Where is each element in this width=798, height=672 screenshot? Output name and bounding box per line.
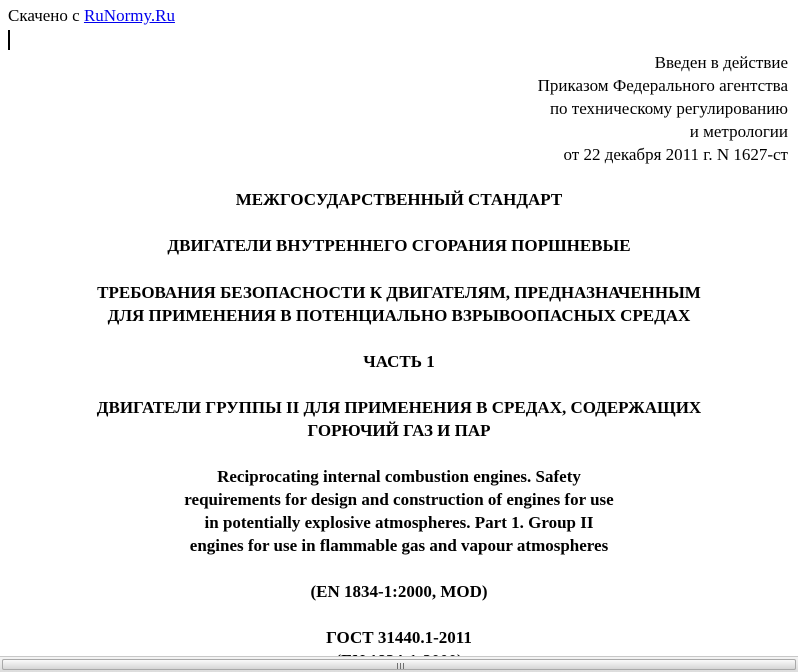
enactment-line: Приказом Федерального агентства — [537, 76, 788, 95]
subtitle-line: ТРЕБОВАНИЯ БЕЗОПАСНОСТИ К ДВИГАТЕЛЯМ, ПРЕДНАЗНАЧЕННЫМ — [97, 283, 701, 302]
enactment-block — [538, 51, 788, 166]
english-title-line: requirements for design and construction of engines for use — [184, 490, 614, 509]
source-line — [8, 6, 175, 26]
standard-type-heading: МЕЖГОСУДАРСТВЕННЫЙ СТАНДАРТ — [235, 190, 563, 209]
part-heading: ЧАСТЬ 1 — [363, 352, 435, 371]
main-title: ДВИГАТЕЛИ ВНУТРЕННЕГО СГОРАНИЯ ПОРШНЕВЫЕ — [167, 236, 631, 255]
english-title-line: Reciprocating internal combustion engines. Safety — [217, 467, 581, 486]
grip-icon — [397, 663, 406, 669]
enactment-line: по техническому регулированию — [549, 99, 788, 118]
enactment-line: от 22 декабря 2011 г. N 1627-ст — [563, 145, 788, 164]
en-reference: (EN 1834-1:2000, MOD) — [310, 582, 488, 601]
subtitle-line: ДЛЯ ПРИМЕНЕНИЯ В ПОТЕНЦИАЛЬНО ВЗРЫВООПАСНЫХ СРЕДАХ — [107, 306, 691, 325]
gost-number: ГОСТ 31440.1-2011 — [326, 628, 472, 647]
group-title — [0, 396, 798, 442]
group-title-line: ДВИГАТЕЛИ ГРУППЫ II ДЛЯ ПРИМЕНЕНИЯ В СРЕДАХ, СОДЕРЖАЩИХ — [96, 398, 702, 417]
enactment-line: и метрологии — [689, 122, 788, 141]
text-cursor — [8, 30, 10, 50]
scrollbar-thumb[interactable] — [2, 659, 796, 670]
enactment-line: Введен в действие — [654, 53, 788, 72]
subtitle — [0, 281, 798, 327]
english-title-line: in potentially explosive atmospheres. Part 1. Group II — [204, 513, 594, 532]
group-title-line: ГОРЮЧИЙ ГАЗ И ПАР — [307, 421, 491, 440]
horizontal-scrollbar[interactable] — [0, 656, 798, 672]
source-link[interactable]: RuNormy.Ru — [83, 6, 175, 25]
english-title-line: engines for use in flammable gas and vapour atmospheres — [189, 536, 609, 555]
source-prefix: Скачено с — [8, 6, 80, 25]
english-title — [0, 465, 798, 557]
